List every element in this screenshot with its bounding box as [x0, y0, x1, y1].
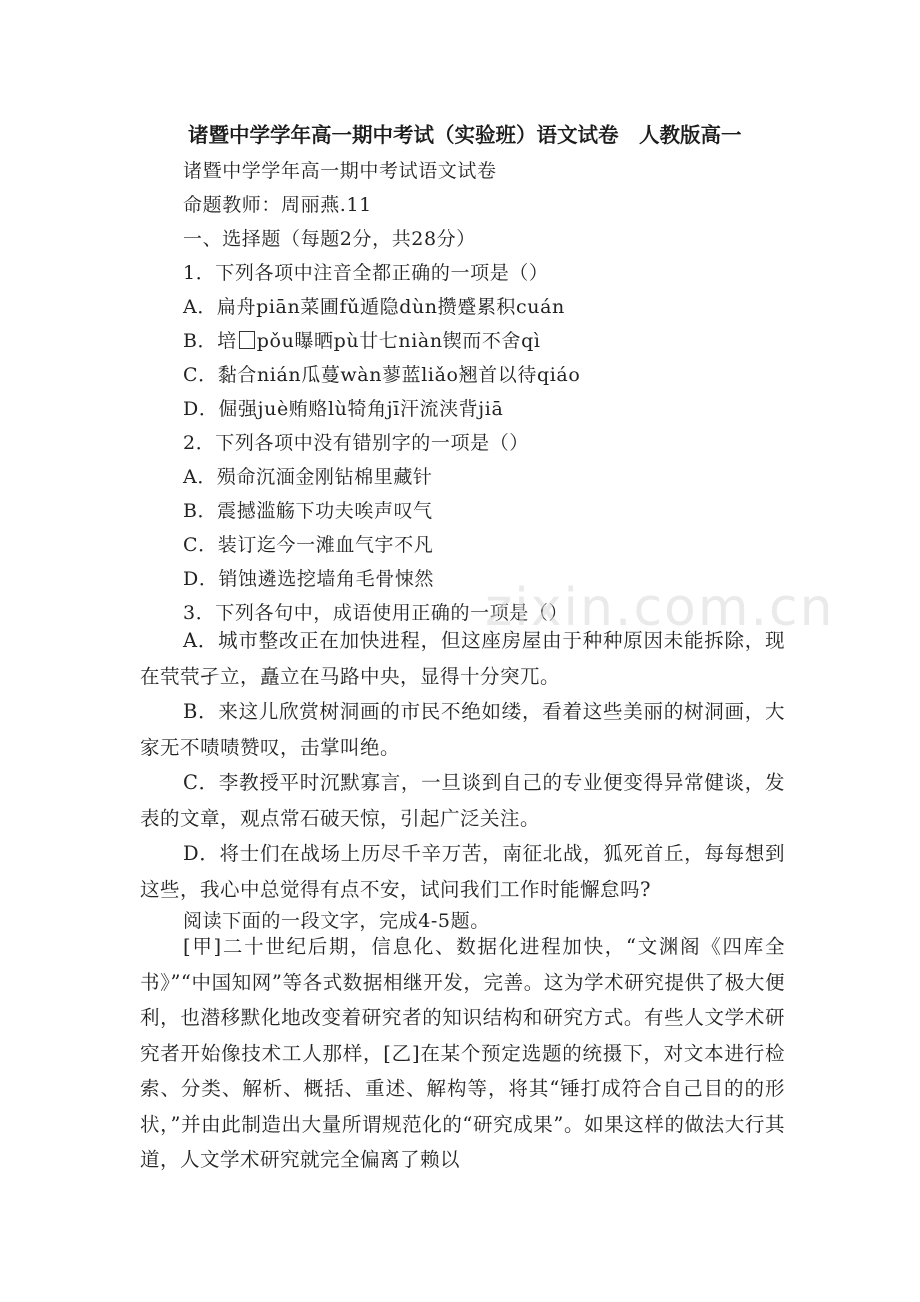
question-3-option-b: B．来这儿欣赏树洞画的市民不绝如缕，看着这些美丽的树洞画，大家无不啧啧赞叹，击掌叫绝。: [140, 700, 785, 759]
question-3-option-c: C．李教授平时沉默寡言，一旦谈到自己的专业便变得异常健谈，发表的文章，观点常石破天惊，引起广泛关注。: [140, 771, 785, 830]
option-b-rest: pǒu曝晒pù廿七niàn锲而不舍qì: [256, 330, 541, 352]
question-2-option-d: D．销蚀遴选挖墙角毛骨悚然: [183, 568, 435, 590]
teacher-line: 命题教师：周丽燕.11: [183, 194, 372, 216]
question-2-option-b: B．震撼滥觞下功夫唉声叹气: [183, 500, 433, 522]
section-heading: 一、选择题（每题2分，共28分）: [183, 228, 476, 250]
question-1-option-d: D．倔强juè贿赂lù犄角jī汗流浃背jiā: [183, 398, 504, 420]
question-3-option-d: D．将士们在战场上历尽千辛万苦，南征北战，狐死首丘，每每想到这些，我心中总觉得有点不安，试问我们工作时能懈怠吗?: [140, 842, 785, 901]
missing-glyph-icon: [239, 331, 255, 349]
reading-intro: 阅读下面的一段文字，完成4-5题。: [183, 910, 490, 932]
question-2-option-a: A．殒命沉湎金刚钻棉里藏针: [183, 466, 433, 488]
question-1-option-c: C．黏合nián瓜蔓wàn蓼蓝liǎo翘首以待qiáo: [183, 364, 581, 386]
option-b-prefix: B．培: [183, 330, 237, 352]
question-3-stem: 3．下列各句中，成语使用正确的一项是（）: [183, 602, 569, 624]
exam-subtitle: 诸暨中学学年高一期中考试语文试卷: [183, 160, 497, 182]
document-title: 诸暨中学学年高一期中考试（实验班）语文试卷 人教版高一: [188, 123, 742, 147]
question-1-stem: 1．下列各项中注音全都正确的一项是（）: [183, 262, 549, 284]
question-3-option-a: A．城市整改正在加快进程，但这座房屋由于种种原因未能拆除，现在茕茕孑立，矗立在马路中央，显得十分突兀。: [140, 629, 785, 688]
question-2-stem: 2．下列各项中没有错别字的一项是（）: [183, 432, 529, 454]
question-2-option-c: C．装订迄今一滩血气宇不凡: [183, 534, 434, 556]
question-1-option-a: A．扁舟piān菜圃fǔ遁隐dùn攒蹙累积cuán: [183, 296, 565, 318]
watermark: zixin.com.cn: [485, 578, 835, 638]
question-1-option-b: [183, 326, 541, 353]
reading-passage: [甲]二十世纪后期，信息化、数据化进程加快，“文渊阁《四库全书》”“中国知网”等各式数据相继开发，完善。这为学术研究提供了极大便利，也潜移默化地改变着研究者的知识结构和研究方式。有些人文学术研究者开始像技术工人那样，[乙]在某个预定选题的统摄下，对文本进行检索、分类、解析、概括、重述、解构等，将其“锤打成符合自己目的的形状，”并由此制造出大量所谓规范化的“研究成果”。如果这样的做法大行其道，人文学术研究就完全偏离了赖以: [140, 935, 785, 1171]
